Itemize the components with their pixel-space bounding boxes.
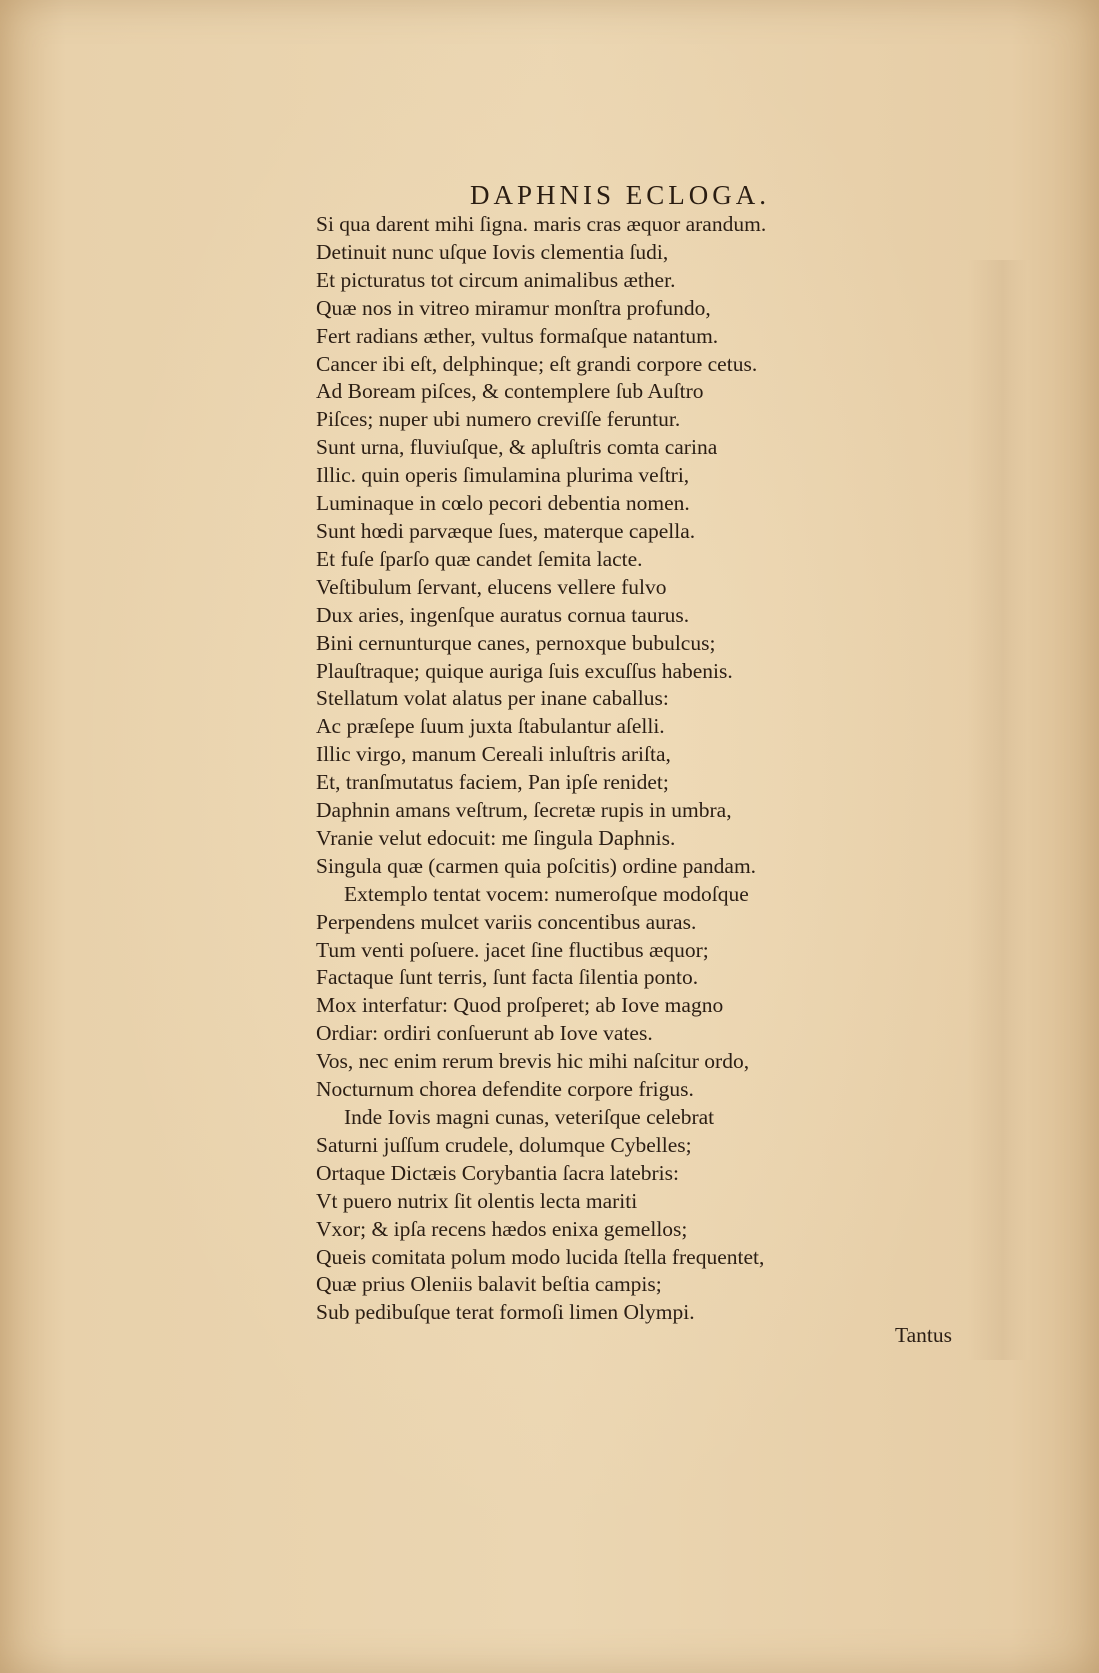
verse-block [316, 211, 896, 1327]
verse-line: Vxor; & ipſa recens hædos enixa gemellos; [316, 1216, 688, 1241]
verse-line: Stellatum volat alatus per inane caballus: [316, 686, 669, 711]
verse-line: Piſces; nuper ubi numero creviſſe feruntur. [316, 407, 681, 432]
verse-line: Perpendens mulcet variis concentibus auras. [316, 909, 697, 934]
verse-line: Vranie velut edocuit: me ſingula Daphnis. [316, 825, 676, 850]
verse-line: Queis comitata polum modo lucida ſtella frequentet, [316, 1244, 765, 1269]
catchword: Tantus [895, 1323, 953, 1347]
verse-line: Bini cernunturque canes, pernoxque bubulcus; [316, 630, 716, 655]
verse-line: Illic. quin operis ſimulamina plurima veſtri, [316, 463, 690, 488]
verse-line: Et fuſe ſparſo quæ candet ſemita lacte. [316, 546, 643, 571]
verse-line: Ortaque Dictæis Corybantia ſacra latebris: [316, 1160, 679, 1185]
verse-line: Vos, nec enim rerum brevis hic mihi naſcitur ordo, [316, 1049, 750, 1074]
verse-line: Tum venti poſuere. jacet ſine fluctibus æquor; [316, 937, 709, 962]
verse-line: Vt puero nutrix ſit olentis lecta mariti [316, 1188, 638, 1213]
verse-line: Quæ prius Oleniis balavit beſtia campis; [316, 1272, 662, 1297]
verse-line: Dux aries, ingenſque auratus cornua taurus. [316, 602, 690, 627]
verse-line: Detinuit nunc uſque Iovis clementia ſudi, [316, 239, 669, 264]
verse-line: Sub pedibuſque terat formoſi limen Olympi. [316, 1300, 695, 1325]
verse-line: Saturni juſſum crudele, dolumque Cybelles; [316, 1132, 692, 1157]
verse-line: Cancer ibi eſt, delphinque; eſt grandi corpore cetus. [316, 351, 758, 376]
verse-line: Sunt urna, fluviuſque, & apluſtris comta carina [316, 435, 718, 460]
verse-line: Et picturatus tot circum animalibus æther. [316, 267, 676, 292]
verse-line: Veſtibulum ſervant, elucens vellere fulvo [316, 574, 667, 599]
verse-line: Extemplo tentat vocem: numeroſque modoſque [344, 881, 749, 906]
verse-line: Ac præſepe ſuum juxta ſtabulantur aſelli. [316, 714, 665, 739]
verse-line: Ad Boream piſces, & contemplere ſub Auſtro [316, 379, 704, 404]
verse-line: Nocturnum chorea defendite corpore frigus. [316, 1077, 694, 1102]
verse-line: Quæ nos in vitreo miramur monſtra profundo, [316, 295, 711, 320]
verse-line: Daphnin amans veſtrum, ſecretæ rupis in umbra, [316, 798, 732, 823]
verse-line: Inde Iovis magni cunas, veteriſque celebrat [344, 1105, 715, 1129]
show-through-stain [967, 260, 1027, 1360]
verse-line: Luminaque in cœlo pecori debentia nomen. [316, 491, 690, 516]
verse-line: Sunt hœdi parvæque ſues, materque capella. [316, 518, 696, 543]
verse-line: Factaque ſunt terris, ſunt facta ſilentia ponto. [316, 965, 699, 990]
verse-line: Fert radians æther, vultus formaſque natantum. [316, 323, 719, 348]
verse-line: Si qua darent mihi ſigna. maris cras æquor arandum. [316, 212, 767, 236]
verse-line: Et, tranſmutatus faciem, Pan ipſe renidet; [316, 770, 669, 795]
running-head: DAPHNIS ECLOGA. [470, 180, 771, 210]
verse-line: Mox interfatur: Quod proſperet; ab Iove magno [316, 993, 724, 1018]
verse-line: Illic virgo, manum Cereali inluſtris ariſta, [316, 742, 671, 767]
verse-line: Ordiar: ordiri conſuerunt ab Iove vates. [316, 1021, 653, 1046]
verse-line: Plauſtraque; quique auriga ſuis excuſſus habenis. [316, 658, 733, 683]
verse-line: Singula quæ (carmen quia poſcitis) ordine pandam. [316, 853, 757, 878]
